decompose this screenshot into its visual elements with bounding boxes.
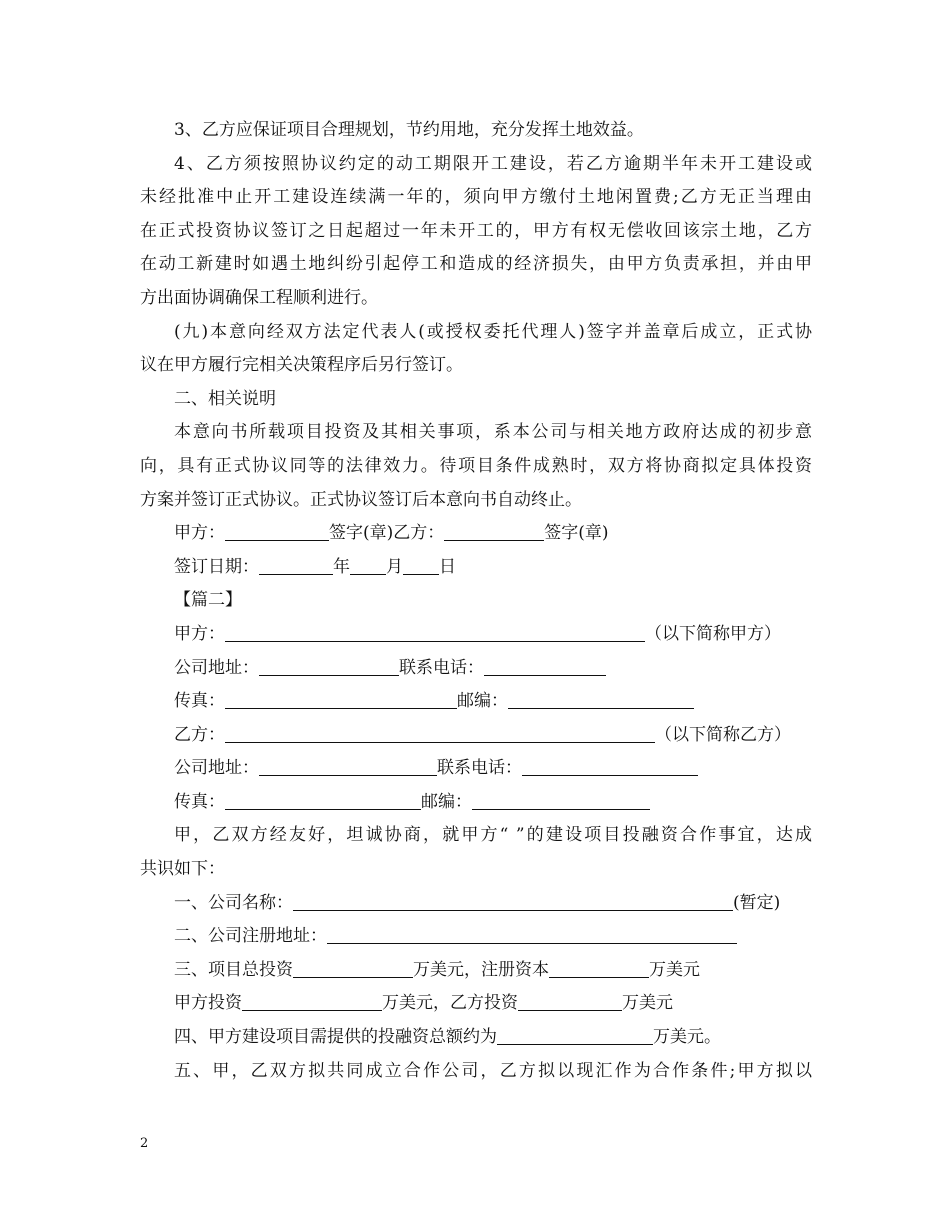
party-b-sign-blank[interactable]	[444, 520, 544, 541]
total-investment-label: 三、项目总投资	[174, 959, 293, 980]
party-b-fax-blank[interactable]	[225, 789, 421, 810]
registered-address-blank[interactable]	[327, 923, 737, 944]
postcode-label: 邮编：	[421, 791, 472, 812]
item-financing-total	[140, 1021, 812, 1055]
item-party-investment	[140, 987, 812, 1021]
party-a-postcode-blank[interactable]	[508, 688, 694, 709]
phone-label: 联系电话：	[399, 657, 484, 678]
party-b-investment-label: 万美元，乙方投资	[382, 993, 518, 1014]
party-a-label: 甲方：	[174, 523, 225, 544]
usd-unit: 万美元	[622, 993, 673, 1014]
usd-unit: 万美元	[649, 959, 700, 980]
financing-label: 四、甲方建设项目需提供的投融资总额约为	[174, 1027, 497, 1048]
month-label: 月	[386, 556, 403, 577]
party-b-name-blank[interactable]	[225, 722, 655, 743]
fax-label: 传真：	[174, 691, 225, 712]
clause-nine-line-1: (九)本意向经双方法定代表人(或授权委托代理人)签字并盖章后成立，正式协	[174, 321, 812, 342]
day-blank[interactable]	[403, 554, 439, 575]
registered-address-label: 二、公司注册地址：	[174, 926, 327, 947]
company-name-label: 一、公司名称：	[174, 892, 293, 913]
explanation-line-1: 本意向书所载项目投资及其相关事项，系本公司与相关地方政府达成的初步意	[174, 422, 812, 443]
company-name-blank[interactable]	[293, 890, 733, 911]
party-a-label: 甲方：	[174, 623, 225, 644]
consensus-line-1: 甲，乙双方经友好，坦诚协商，就甲方“ ”的建设项目投融资合作事宜，达成	[174, 825, 812, 846]
year-blank[interactable]	[259, 554, 333, 575]
explanation-line-2: 向，具有正式协议同等的法律效力。待项目条件成熟时，双方将协商拟定具体投资	[140, 455, 812, 476]
party-b-label: 乙方：	[174, 724, 225, 745]
year-label: 年	[333, 556, 350, 577]
item-five: 五、甲，乙双方拟共同成立合作公司，乙方拟以现汇作为合作条件;甲方拟以	[174, 1060, 812, 1081]
clause-3: 3、乙方应保证项目合理规划，节约用地，充分发挥土地效益。	[174, 120, 644, 140]
signature-line	[140, 517, 812, 551]
total-investment-blank[interactable]	[293, 957, 413, 978]
party-b-suffix: （以下简称乙方）	[655, 724, 791, 745]
party-a-investment-blank[interactable]	[242, 990, 382, 1011]
postcode-label: 邮编：	[457, 691, 508, 712]
party-a-address-line	[140, 652, 812, 686]
section-two-heading: 【篇二】	[174, 590, 242, 611]
fax-label: 传真：	[174, 791, 225, 812]
address-label: 公司地址：	[174, 657, 259, 678]
party-a-phone-blank[interactable]	[484, 655, 606, 676]
financing-blank[interactable]	[497, 1024, 653, 1045]
date-line	[140, 551, 812, 585]
address-label: 公司地址：	[174, 758, 259, 779]
usd-unit: 万美元。	[653, 1027, 721, 1048]
clause-4-line-3: 在正式投资协议签订之日起超过一年未开工的，甲方有权无偿收回该宗土地，乙方	[140, 220, 812, 241]
item-total-investment	[140, 954, 812, 988]
party-b-address-line	[140, 752, 812, 786]
day-label: 日	[439, 556, 456, 577]
document-body	[140, 114, 812, 1088]
registered-capital-blank[interactable]	[549, 957, 649, 978]
explanation-line-3: 方案并签订正式协议。正式协议签订后本意向书自动终止。	[140, 489, 582, 510]
item-company-name	[140, 887, 812, 921]
clause-4-line-1: 4、乙方须按照协议约定的动工期限开工建设，若乙方逾期半年未开工建设或	[174, 153, 812, 174]
company-name-suffix: (暂定)	[733, 892, 781, 913]
party-a-suffix: （以下简称甲方）	[645, 623, 781, 644]
phone-label: 联系电话：	[437, 758, 522, 779]
clause-4-line-2: 未经批准中止开工建设连续满一年的，须向甲方缴付土地闲置费;乙方无正当理由	[140, 187, 812, 208]
sign-seal-label: 签字(章)	[329, 523, 394, 544]
party-b-label: 乙方：	[393, 523, 445, 544]
party-a-name-blank[interactable]	[225, 621, 645, 642]
clause-4-line-4: 在动工新建时如遇土地纠纷引起停工和造成的经济损失，由甲方负责承担，并由甲	[140, 254, 812, 275]
party-a-fax-blank[interactable]	[225, 688, 457, 709]
party-b-fax-line	[140, 786, 812, 820]
consensus-line-2: 共识如下：	[140, 859, 225, 880]
sign-seal-label: 签字(章)	[544, 523, 609, 544]
month-blank[interactable]	[350, 554, 386, 575]
party-a-sign-blank[interactable]	[225, 520, 329, 541]
party-b-investment-blank[interactable]	[518, 990, 622, 1011]
party-b-line	[140, 719, 812, 753]
registered-capital-label: 万美元，注册资本	[413, 959, 549, 980]
clause-4-line-5: 方出面协调确保工程顺利进行。	[140, 287, 378, 308]
page-number: 2	[140, 1136, 149, 1151]
party-a-address-blank[interactable]	[259, 655, 399, 676]
party-b-address-blank[interactable]	[259, 755, 437, 776]
party-a-fax-line	[140, 685, 812, 719]
party-a-line	[140, 618, 812, 652]
item-registered-address	[140, 920, 812, 954]
party-b-phone-blank[interactable]	[522, 755, 698, 776]
section-heading-related: 二、相关说明	[174, 388, 276, 409]
party-a-investment-label: 甲方投资	[174, 993, 242, 1014]
party-b-postcode-blank[interactable]	[472, 789, 650, 810]
date-label: 签订日期：	[174, 556, 259, 577]
clause-nine-line-2: 议在甲方履行完相关决策程序后另行签订。	[140, 355, 463, 376]
